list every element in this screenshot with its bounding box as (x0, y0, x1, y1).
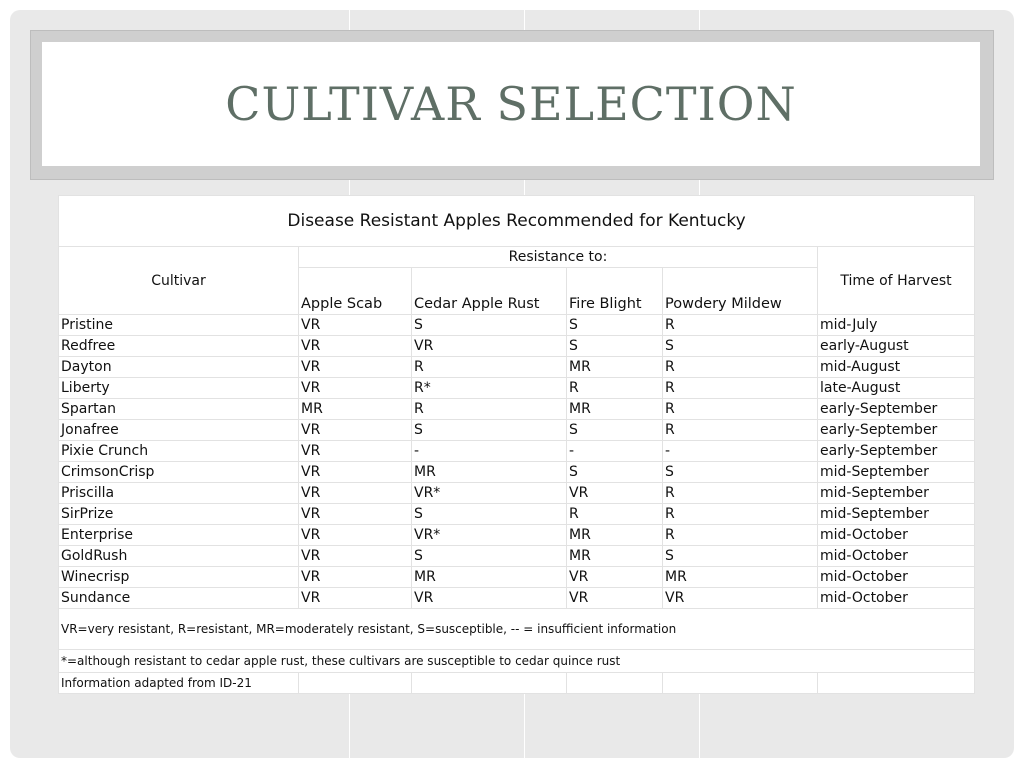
cell-fire-blight: - (567, 441, 663, 462)
cell-cultivar: Enterprise (59, 525, 299, 546)
cell-cultivar: GoldRush (59, 546, 299, 567)
table-caption: Disease Resistant Apples Recommended for Kentucky (59, 196, 975, 247)
cell-cultivar: Priscilla (59, 483, 299, 504)
cell-harvest: mid-August (818, 357, 975, 378)
cell-cultivar: Redfree (59, 336, 299, 357)
cell-harvest: early-September (818, 441, 975, 462)
cell-powdery-mildew: R (663, 315, 818, 336)
header-powdery-mildew: Powdery Mildew (663, 268, 818, 315)
title-box (42, 42, 980, 166)
cell-fire-blight: MR (567, 525, 663, 546)
table-row (59, 336, 975, 357)
cell-harvest: mid-October (818, 588, 975, 609)
table-row (59, 441, 975, 462)
cell-harvest: late-August (818, 378, 975, 399)
table-row (59, 525, 975, 546)
table-row (59, 546, 975, 567)
cell-cultivar: Spartan (59, 399, 299, 420)
slide-title: CULTIVAR SELECTION (225, 77, 797, 131)
cell-cedar-apple-rust: MR (412, 462, 567, 483)
cell-apple-scab: VR (299, 336, 412, 357)
cell-apple-scab: VR (299, 357, 412, 378)
empty-cell (412, 673, 567, 694)
cell-cedar-apple-rust: - (412, 441, 567, 462)
cell-fire-blight: MR (567, 357, 663, 378)
cell-apple-scab: VR (299, 483, 412, 504)
cell-cedar-apple-rust: VR (412, 336, 567, 357)
cell-apple-scab: VR (299, 525, 412, 546)
cell-harvest: mid-September (818, 462, 975, 483)
cell-powdery-mildew: R (663, 420, 818, 441)
table-row (59, 483, 975, 504)
cell-powdery-mildew: - (663, 441, 818, 462)
cell-powdery-mildew: VR (663, 588, 818, 609)
cell-cedar-apple-rust: S (412, 546, 567, 567)
cell-harvest: mid-September (818, 483, 975, 504)
cell-cultivar: Winecrisp (59, 567, 299, 588)
cell-cedar-apple-rust: MR (412, 567, 567, 588)
cell-powdery-mildew: R (663, 525, 818, 546)
cell-apple-scab: MR (299, 399, 412, 420)
cell-cedar-apple-rust: VR* (412, 483, 567, 504)
cell-cedar-apple-rust: S (412, 420, 567, 441)
header-fire-blight: Fire Blight (567, 268, 663, 315)
cell-cultivar: Dayton (59, 357, 299, 378)
table-row (59, 357, 975, 378)
cell-harvest: mid-October (818, 525, 975, 546)
table-row (59, 315, 975, 336)
cell-fire-blight: S (567, 462, 663, 483)
header-row-group (59, 247, 975, 268)
cell-harvest: mid-October (818, 567, 975, 588)
table-row (59, 504, 975, 525)
cell-apple-scab: VR (299, 504, 412, 525)
cell-cultivar: SirPrize (59, 504, 299, 525)
cell-powdery-mildew: R (663, 504, 818, 525)
cell-powdery-mildew: S (663, 546, 818, 567)
table-body (59, 196, 975, 694)
cell-fire-blight: MR (567, 546, 663, 567)
empty-cell (299, 673, 412, 694)
table-row (59, 378, 975, 399)
cell-harvest: early-September (818, 420, 975, 441)
cell-harvest: early-August (818, 336, 975, 357)
cell-powdery-mildew: MR (663, 567, 818, 588)
cell-cedar-apple-rust: R (412, 357, 567, 378)
cell-harvest: early-September (818, 399, 975, 420)
cell-cedar-apple-rust: VR* (412, 525, 567, 546)
note-row (59, 650, 975, 673)
cell-cedar-apple-rust: R* (412, 378, 567, 399)
header-cultivar: Cultivar (59, 247, 299, 315)
cell-fire-blight: MR (567, 399, 663, 420)
cell-cultivar: CrimsonCrisp (59, 462, 299, 483)
empty-cell (567, 673, 663, 694)
cell-cedar-apple-rust: VR (412, 588, 567, 609)
cell-apple-scab: VR (299, 462, 412, 483)
empty-cell (818, 673, 975, 694)
cell-fire-blight: S (567, 336, 663, 357)
note-row (59, 673, 975, 694)
note-row (59, 609, 975, 650)
cell-fire-blight: R (567, 378, 663, 399)
cell-fire-blight: S (567, 315, 663, 336)
cell-cultivar: Sundance (59, 588, 299, 609)
cell-powdery-mildew: S (663, 462, 818, 483)
cell-fire-blight: VR (567, 588, 663, 609)
cell-cultivar: Pixie Crunch (59, 441, 299, 462)
cell-cultivar: Jonafree (59, 420, 299, 441)
table-row (59, 399, 975, 420)
cell-powdery-mildew: R (663, 378, 818, 399)
cell-powdery-mildew: R (663, 483, 818, 504)
caption-row (59, 196, 975, 247)
cell-cedar-apple-rust: S (412, 315, 567, 336)
table-row (59, 462, 975, 483)
cultivar-table (58, 195, 975, 694)
cell-apple-scab: VR (299, 441, 412, 462)
header-harvest: Time of Harvest (818, 247, 975, 315)
cell-cultivar: Liberty (59, 378, 299, 399)
cell-harvest: mid-October (818, 546, 975, 567)
cell-fire-blight: R (567, 504, 663, 525)
table-row (59, 567, 975, 588)
cell-cedar-apple-rust: R (412, 399, 567, 420)
legend-note: VR=very resistant, R=resistant, MR=moderately resistant, S=susceptible, -- = insufficient information (59, 609, 975, 650)
cell-apple-scab: VR (299, 420, 412, 441)
table-row (59, 420, 975, 441)
cell-apple-scab: VR (299, 567, 412, 588)
cell-apple-scab: VR (299, 378, 412, 399)
cell-apple-scab: VR (299, 315, 412, 336)
cell-cultivar: Pristine (59, 315, 299, 336)
header-apple-scab: Apple Scab (299, 268, 412, 315)
empty-cell (663, 673, 818, 694)
header-resistance-group: Resistance to: (299, 247, 818, 268)
cell-fire-blight: S (567, 420, 663, 441)
cell-fire-blight: VR (567, 483, 663, 504)
cell-apple-scab: VR (299, 588, 412, 609)
table-row (59, 588, 975, 609)
cell-powdery-mildew: R (663, 357, 818, 378)
cell-harvest: mid-July (818, 315, 975, 336)
cell-powdery-mildew: R (663, 399, 818, 420)
cell-cedar-apple-rust: S (412, 504, 567, 525)
cell-powdery-mildew: S (663, 336, 818, 357)
cell-apple-scab: VR (299, 546, 412, 567)
header-cedar-apple-rust: Cedar Apple Rust (412, 268, 567, 315)
cell-harvest: mid-September (818, 504, 975, 525)
cell-fire-blight: VR (567, 567, 663, 588)
footnote-note: *=although resistant to cedar apple rust, these cultivars are susceptible to cedar quince rust (59, 650, 975, 673)
source-note: Information adapted from ID-21 (59, 673, 299, 694)
